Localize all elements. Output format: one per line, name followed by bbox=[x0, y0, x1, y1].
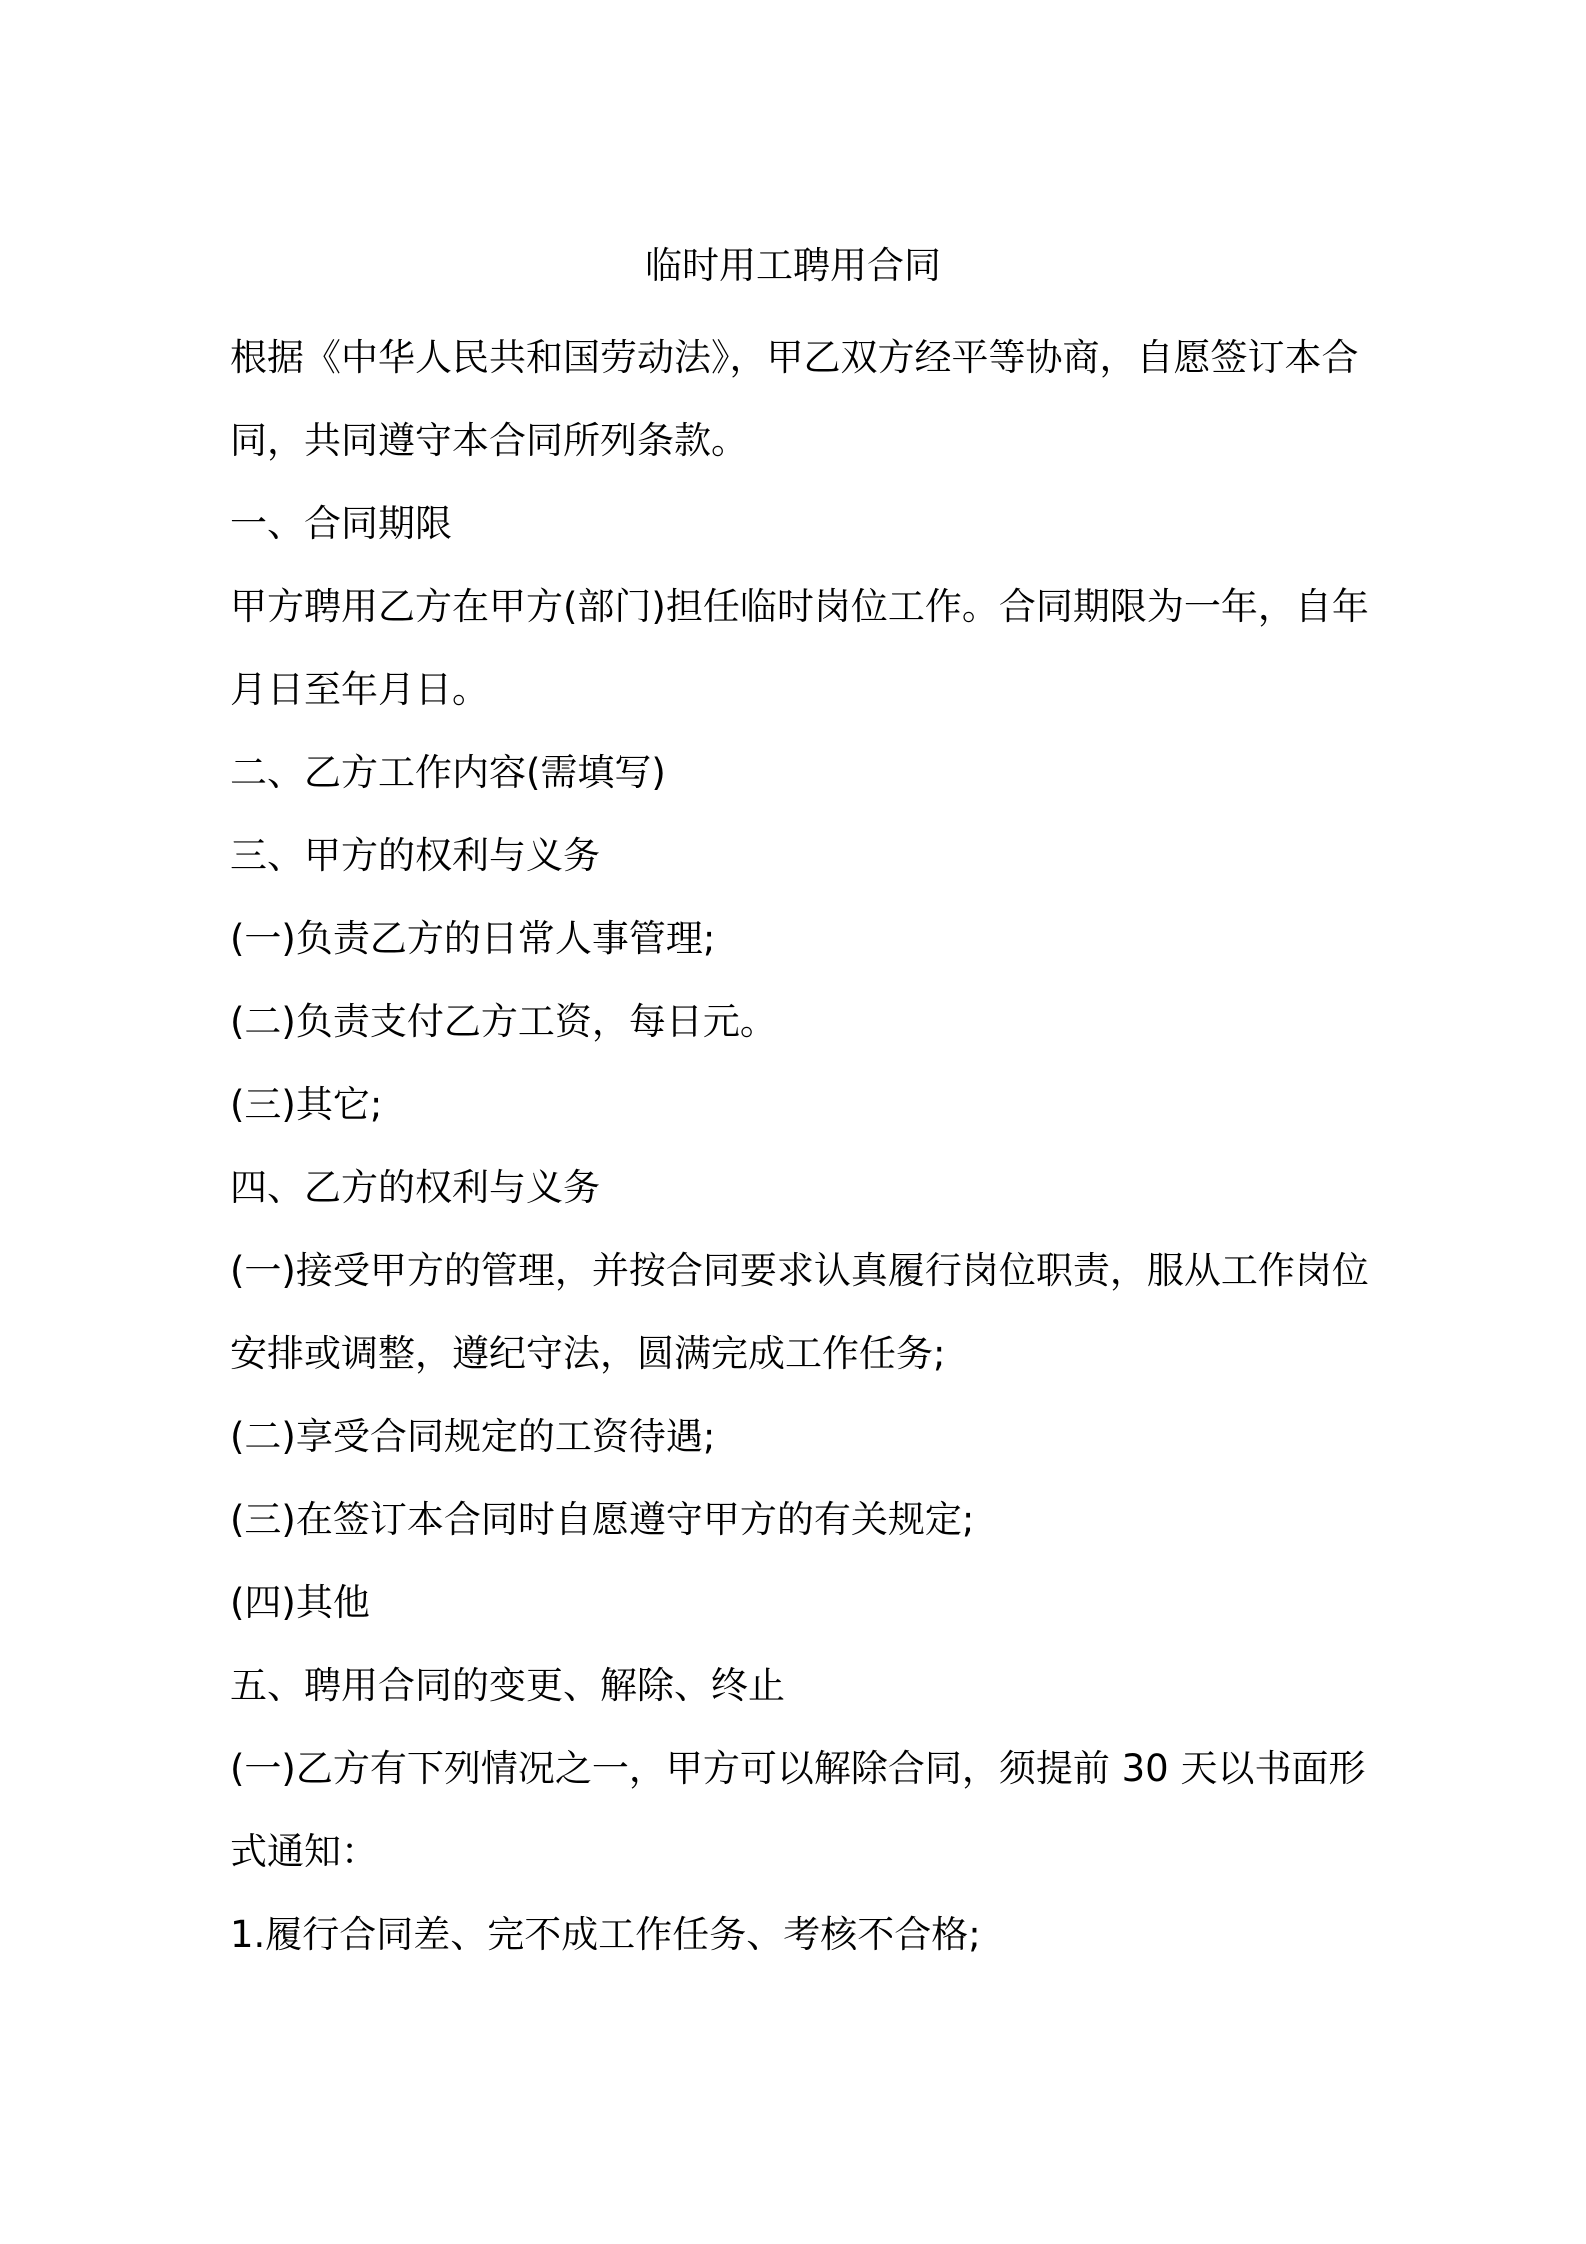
section-heading-contract-term: 一、合同期限 bbox=[230, 502, 452, 545]
party-a-clause-1: (一)负责乙方的日常人事管理; bbox=[230, 917, 716, 960]
document-body bbox=[230, 316, 1374, 1976]
section-heading-contract-changes: 五、聘用合同的变更、解除、终止 bbox=[230, 1664, 785, 1707]
section-heading-party-a-rights: 三、甲方的权利与义务 bbox=[230, 834, 600, 877]
section-heading-work-content: 二、乙方工作内容(需填写) bbox=[230, 751, 666, 794]
party-b-clause-1: (一)接受甲方的管理，并按合同要求认真履行岗位职责，服从工作岗位安排或调整，遵纪守法，圆满完成工作任务; bbox=[230, 1249, 1369, 1375]
termination-item-1: 1.履行合同差、完不成工作任务、考核不合格; bbox=[230, 1913, 981, 1956]
party-a-clause-2: (二)负责支付乙方工资，每日元。 bbox=[230, 1000, 777, 1043]
party-a-clause-3: (三)其它; bbox=[230, 1083, 383, 1126]
contract-term-paragraph: 甲方聘用乙方在甲方(部门)担任临时岗位工作。合同期限为一年，自年月日至年月日。 bbox=[230, 585, 1369, 711]
party-b-clause-3: (三)在签订本合同时自愿遵守甲方的有关规定; bbox=[230, 1498, 975, 1541]
document-title: 临时用工聘用合同 bbox=[645, 244, 941, 287]
termination-clause-1: (一)乙方有下列情况之一，甲方可以解除合同，须提前 30 天以书面形式通知： bbox=[230, 1747, 1366, 1873]
section-heading-party-b-rights: 四、乙方的权利与义务 bbox=[230, 1166, 600, 1209]
party-b-clause-4: (四)其他 bbox=[230, 1581, 370, 1624]
party-b-clause-2: (二)享受合同规定的工资待遇; bbox=[230, 1415, 716, 1458]
intro-paragraph: 根据《中华人民共和国劳动法》，甲乙双方经平等协商，自愿签订本合同，共同遵守本合同所列条款。 bbox=[230, 336, 1359, 462]
